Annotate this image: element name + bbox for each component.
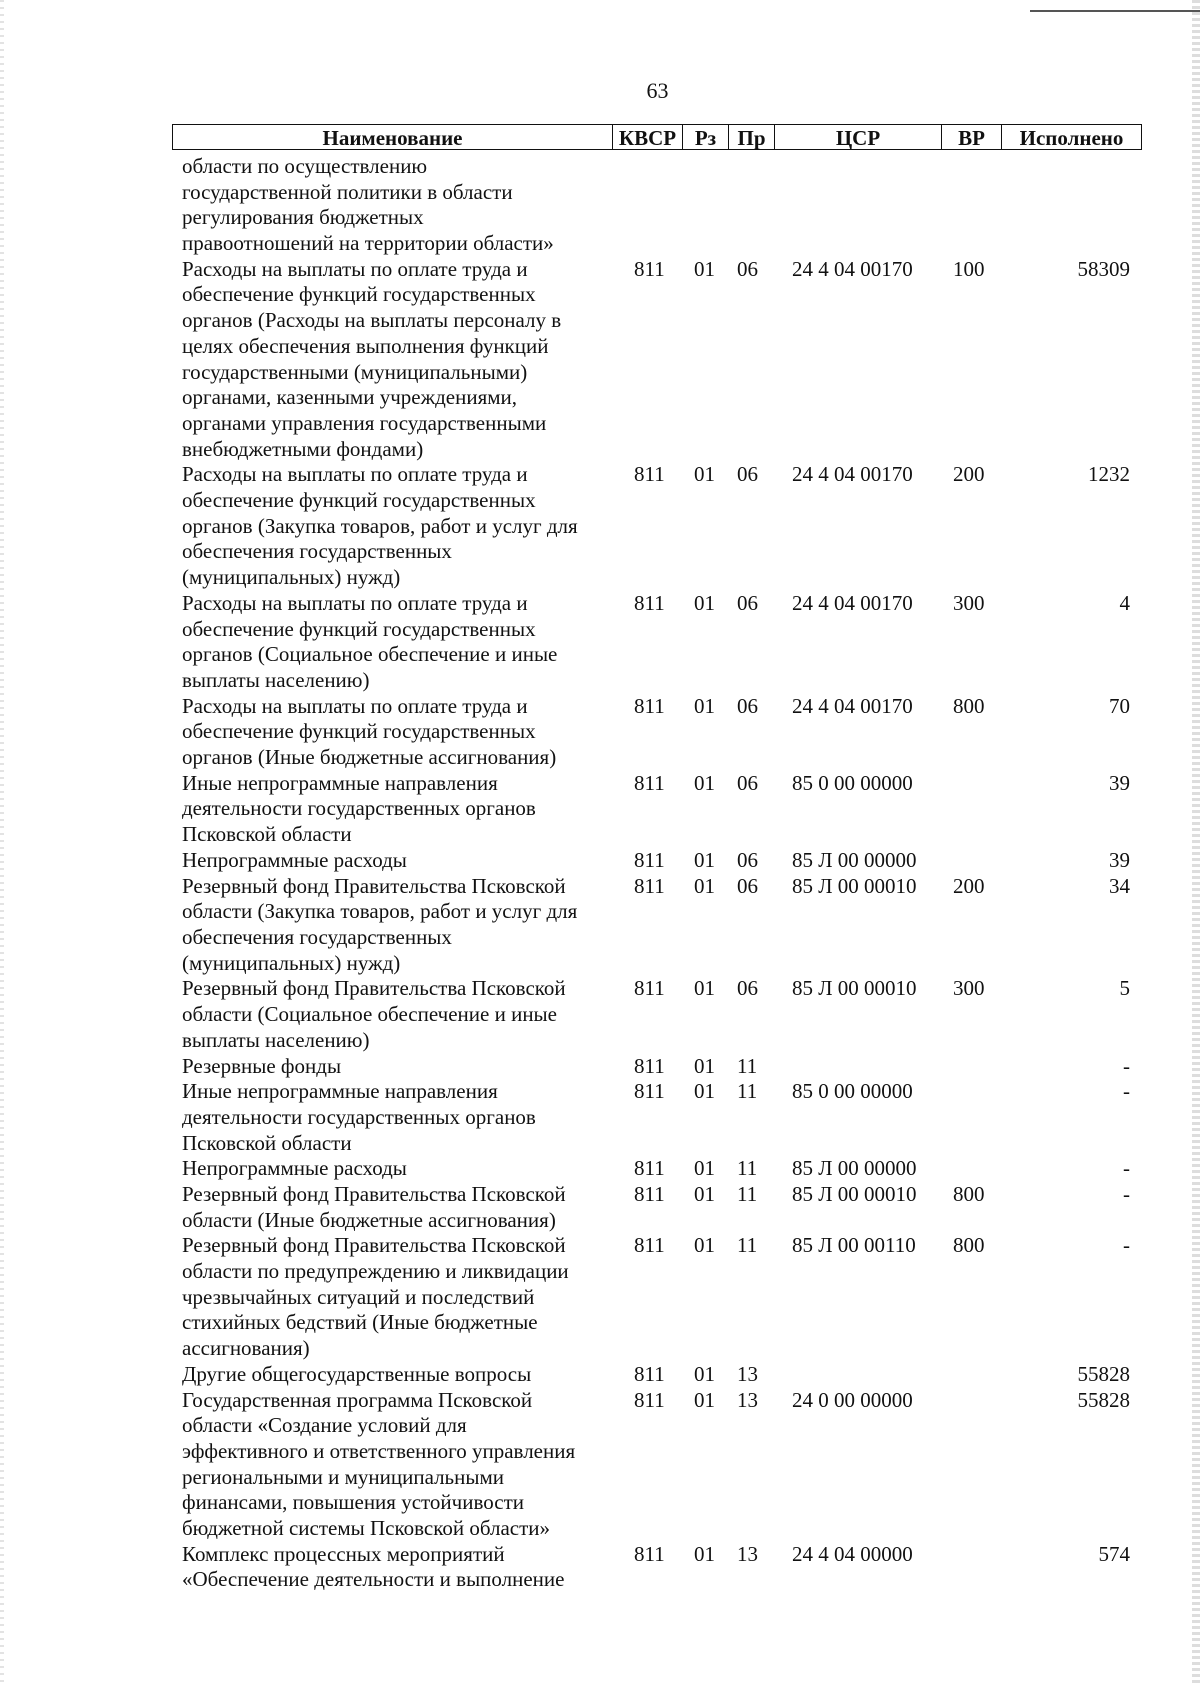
cell-rz: 01 bbox=[694, 1182, 715, 1206]
table-row bbox=[0, 1232, 1200, 1361]
cell-name-line: регулирования бюджетных bbox=[182, 205, 424, 230]
table-row bbox=[0, 1387, 1200, 1541]
table-row bbox=[0, 1541, 1200, 1592]
table-row bbox=[0, 590, 1200, 693]
cell-done: 5 bbox=[1119, 976, 1130, 1001]
cell-kvsr: 811 bbox=[634, 256, 665, 281]
cell-kvsr: 811 bbox=[634, 590, 665, 615]
cell-rz: 01 bbox=[694, 462, 715, 487]
cell-done: 39 bbox=[1109, 847, 1130, 872]
cell-done: 55828 bbox=[1077, 1361, 1130, 1386]
header-rz: Рз bbox=[683, 124, 729, 150]
table-row bbox=[0, 975, 1200, 1052]
cell-kvsr: 811 bbox=[634, 1233, 665, 1258]
cell-rz: 01 bbox=[694, 847, 715, 872]
cell-kvsr: 811 bbox=[634, 1156, 665, 1181]
cell-csr: 85 Л 00 00000 bbox=[792, 1156, 917, 1181]
cell-pr: 06 bbox=[737, 847, 758, 872]
cell-csr: 85 Л 00 00110 bbox=[792, 1233, 916, 1258]
cell-rz: 01 bbox=[694, 1079, 715, 1104]
cell-done: - bbox=[1123, 1233, 1130, 1258]
cell-kvsr: 811 bbox=[634, 462, 665, 487]
cell-done: 55828 bbox=[1077, 1387, 1130, 1412]
cell-kvsr: 811 bbox=[634, 1079, 665, 1104]
cell-kvsr: 811 bbox=[634, 847, 665, 872]
cell-name-line: Комплекс процессных мероприятий bbox=[182, 1541, 505, 1566]
cell-name bbox=[182, 873, 602, 976]
cell-done: 34 bbox=[1109, 873, 1130, 898]
table-row bbox=[0, 1155, 1200, 1181]
table-row bbox=[0, 256, 1200, 462]
cell-name-line: органами, казенными учреждениями, bbox=[182, 385, 518, 410]
cell-pr: 13 bbox=[737, 1387, 758, 1412]
cell-name bbox=[182, 153, 602, 256]
cell-csr: 24 4 04 00000 bbox=[792, 1541, 913, 1566]
cell-name bbox=[182, 1181, 602, 1232]
cell-kvsr: 811 bbox=[634, 1182, 665, 1206]
cell-name-line: деятельности государственных органов bbox=[182, 796, 536, 821]
cell-name-line: «Обеспечение деятельности и выполнение bbox=[182, 1567, 565, 1592]
cell-rz: 01 bbox=[694, 1541, 715, 1566]
cell-name-line: Псковской области bbox=[182, 1130, 352, 1155]
cell-name-line: финансами, повышения устойчивости bbox=[182, 1490, 524, 1515]
cell-name-line: Расходы на выплаты по оплате труда и bbox=[182, 462, 528, 487]
cell-done: 58309 bbox=[1077, 256, 1130, 281]
header-vr: ВР bbox=[942, 124, 1002, 150]
cell-name bbox=[182, 693, 602, 770]
cell-kvsr: 811 bbox=[634, 1053, 665, 1078]
cell-csr: 85 0 00 00000 bbox=[792, 1079, 913, 1104]
cell-name-line: чрезвычайных ситуаций и последствий bbox=[182, 1284, 535, 1309]
cell-name bbox=[182, 1541, 602, 1592]
cell-name-line: (муниципальных) нужд) bbox=[182, 950, 401, 975]
cell-name-line: Резервный фонд Правительства Псковской bbox=[182, 873, 566, 898]
header-done: Исполнено bbox=[1002, 124, 1142, 150]
cell-vr: 800 bbox=[953, 1233, 985, 1258]
table-row bbox=[0, 847, 1200, 873]
cell-kvsr: 811 bbox=[634, 770, 665, 795]
cell-csr: 85 Л 00 00010 bbox=[792, 873, 917, 898]
cell-name-line: Непрограммные расходы bbox=[182, 847, 407, 872]
cell-done: - bbox=[1123, 1156, 1130, 1181]
cell-name-line: целях обеспечения выполнения функций bbox=[182, 333, 549, 358]
table-row bbox=[0, 1181, 1200, 1232]
header-pr: Пр bbox=[729, 124, 775, 150]
cell-kvsr: 811 bbox=[634, 1387, 665, 1412]
cell-name-line: обеспечения государственных bbox=[182, 539, 452, 564]
cell-vr: 200 bbox=[953, 873, 985, 898]
cell-pr: 06 bbox=[737, 462, 758, 487]
cell-name bbox=[182, 1232, 602, 1360]
cell-pr: 06 bbox=[737, 590, 758, 615]
cell-name-line: Расходы на выплаты по оплате труда и bbox=[182, 256, 528, 281]
cell-name-line: области «Создание условий для bbox=[182, 1413, 467, 1438]
cell-name-line: Расходы на выплаты по оплате труда и bbox=[182, 693, 528, 718]
cell-rz: 01 bbox=[694, 1053, 715, 1078]
cell-name-line: обеспечения государственных bbox=[182, 924, 452, 949]
cell-done: 1232 bbox=[1088, 462, 1130, 487]
cell-name-line: Резервный фонд Правительства Псковской bbox=[182, 1182, 566, 1206]
cell-rz: 01 bbox=[694, 873, 715, 898]
cell-name-line: Государственная программа Псковской bbox=[182, 1387, 533, 1412]
cell-name bbox=[182, 461, 602, 589]
table-row bbox=[0, 461, 1200, 590]
cell-name-line: правоотношений на территории области» bbox=[182, 231, 554, 256]
cell-pr: 13 bbox=[737, 1541, 758, 1566]
cell-name bbox=[182, 847, 602, 873]
cell-csr: 85 0 00 00000 bbox=[792, 770, 913, 795]
cell-csr: 85 Л 00 00010 bbox=[792, 976, 917, 1001]
header-name: Наименование bbox=[172, 124, 613, 150]
cell-name-line: региональными и муниципальными bbox=[182, 1464, 505, 1489]
cell-name-line: внебюджетными фондами) bbox=[182, 436, 424, 461]
cell-kvsr: 811 bbox=[634, 1541, 665, 1566]
cell-done: 39 bbox=[1109, 770, 1130, 795]
cell-name-line: эффективного и ответственного управления bbox=[182, 1438, 576, 1463]
cell-name-line: области (Закупка товаров, работ и услуг для bbox=[182, 899, 578, 924]
cell-name-line: органов (Социальное обеспечение и иные bbox=[182, 642, 558, 667]
cell-vr: 300 bbox=[953, 590, 985, 615]
cell-kvsr: 811 bbox=[634, 873, 665, 898]
cell-name-line: Псковской области bbox=[182, 822, 352, 847]
cell-name bbox=[182, 1155, 602, 1181]
cell-rz: 01 bbox=[694, 770, 715, 795]
cell-rz: 01 bbox=[694, 976, 715, 1001]
cell-pr: 13 bbox=[737, 1361, 758, 1386]
table-row bbox=[0, 770, 1200, 847]
cell-name-line: области (Иные бюджетные ассигнования) bbox=[182, 1207, 556, 1232]
cell-csr: 24 4 04 00170 bbox=[792, 693, 913, 718]
cell-name-line: Резервный фонд Правительства Псковской bbox=[182, 976, 566, 1001]
cell-name-line: выплаты населению) bbox=[182, 667, 370, 692]
cell-rz: 01 bbox=[694, 256, 715, 281]
cell-name-line: Резервные фонды bbox=[182, 1053, 342, 1078]
table-row bbox=[0, 1053, 1200, 1079]
cell-vr: 800 bbox=[953, 1182, 985, 1206]
cell-name-line: Непрограммные расходы bbox=[182, 1156, 407, 1181]
table-row bbox=[0, 1361, 1200, 1387]
header-kvsr: КВСР bbox=[613, 124, 683, 150]
cell-vr: 100 bbox=[953, 256, 985, 281]
cell-name bbox=[182, 770, 602, 847]
cell-done: 70 bbox=[1109, 693, 1130, 718]
table-row bbox=[0, 153, 1200, 256]
cell-name-line: Расходы на выплаты по оплате труда и bbox=[182, 590, 528, 615]
table-row bbox=[0, 873, 1200, 976]
cell-vr: 800 bbox=[953, 693, 985, 718]
cell-name-line: ассигнования) bbox=[182, 1336, 310, 1361]
cell-csr: 24 4 04 00170 bbox=[792, 256, 913, 281]
cell-rz: 01 bbox=[694, 1156, 715, 1181]
cell-name-line: органов (Иные бюджетные ассигнования) bbox=[182, 745, 557, 770]
cell-name-line: органами управления государственными bbox=[182, 410, 547, 435]
cell-name-line: Иные непрограммные направления bbox=[182, 1079, 498, 1104]
cell-pr: 06 bbox=[737, 873, 758, 898]
cell-done: 4 bbox=[1119, 590, 1130, 615]
cell-name-line: области (Социальное обеспечение и иные bbox=[182, 1002, 557, 1027]
cell-rz: 01 bbox=[694, 1361, 715, 1386]
cell-pr: 06 bbox=[737, 256, 758, 281]
cell-name-line: государственными (муниципальными) bbox=[182, 359, 528, 384]
cell-done: - bbox=[1123, 1053, 1130, 1078]
cell-name-line: области по предупреждению и ликвидации bbox=[182, 1259, 569, 1284]
cell-name-line: органов (Закупка товаров, работ и услуг для bbox=[182, 513, 578, 538]
cell-name-line: бюджетной системы Псковской области» bbox=[182, 1516, 551, 1541]
cell-name-line: обеспечение функций государственных bbox=[182, 719, 536, 744]
cell-rz: 01 bbox=[694, 1233, 715, 1258]
cell-vr: 200 bbox=[953, 462, 985, 487]
cell-name bbox=[182, 590, 602, 693]
cell-pr: 06 bbox=[737, 770, 758, 795]
cell-kvsr: 811 bbox=[634, 1361, 665, 1386]
cell-name bbox=[182, 1078, 602, 1155]
cell-name bbox=[182, 1053, 602, 1079]
cell-rz: 01 bbox=[694, 1387, 715, 1412]
cell-rz: 01 bbox=[694, 590, 715, 615]
cell-name-line: области по осуществлению bbox=[182, 154, 428, 178]
cell-name-line: (муниципальных) нужд) bbox=[182, 565, 401, 590]
page-number: 63 bbox=[646, 78, 669, 103]
cell-rz: 01 bbox=[694, 693, 715, 718]
cell-csr: 85 Л 00 00000 bbox=[792, 847, 917, 872]
cell-pr: 11 bbox=[737, 1156, 758, 1181]
cell-name-line: обеспечение функций государственных bbox=[182, 616, 536, 641]
cell-pr: 06 bbox=[737, 976, 758, 1001]
cell-name-line: обеспечение функций государственных bbox=[182, 282, 536, 307]
cell-csr: 24 4 04 00170 bbox=[792, 590, 913, 615]
cell-csr: 24 0 00 00000 bbox=[792, 1387, 913, 1412]
cell-pr: 11 bbox=[737, 1233, 758, 1258]
cell-name-line: деятельности государственных органов bbox=[182, 1104, 536, 1129]
cell-name bbox=[182, 256, 602, 462]
cell-name-line: стихийных бедствий (Иные бюджетные bbox=[182, 1310, 538, 1335]
table-row bbox=[0, 693, 1200, 770]
cell-done: 574 bbox=[1098, 1541, 1130, 1566]
cell-kvsr: 811 bbox=[634, 693, 665, 718]
header-csr: ЦСР bbox=[775, 124, 942, 150]
cell-csr: 24 4 04 00170 bbox=[792, 462, 913, 487]
cell-vr: 300 bbox=[953, 976, 985, 1001]
cell-kvsr: 811 bbox=[634, 976, 665, 1001]
cell-done: - bbox=[1123, 1079, 1130, 1104]
cell-pr: 11 bbox=[737, 1053, 758, 1078]
cell-name bbox=[182, 1387, 602, 1541]
cell-done: - bbox=[1123, 1182, 1130, 1206]
cell-name-line: обеспечение функций государственных bbox=[182, 488, 536, 513]
cell-name-line: Иные непрограммные направления bbox=[182, 770, 498, 795]
cell-pr: 06 bbox=[737, 693, 758, 718]
cell-name-line: Другие общегосударственные вопросы bbox=[182, 1361, 532, 1386]
cell-name-line: Резервный фонд Правительства Псковской bbox=[182, 1233, 566, 1258]
cell-name-line: государственной политики в области bbox=[182, 179, 513, 204]
cell-name-line: выплаты населению) bbox=[182, 1027, 370, 1052]
cell-csr: 85 Л 00 00010 bbox=[792, 1182, 917, 1206]
cell-pr: 11 bbox=[737, 1079, 758, 1104]
cell-name-line: органов (Расходы на выплаты персоналу в bbox=[182, 308, 562, 333]
table-row bbox=[0, 1078, 1200, 1155]
cell-pr: 11 bbox=[737, 1182, 758, 1206]
cell-name bbox=[182, 975, 602, 1052]
cell-name bbox=[182, 1361, 602, 1387]
